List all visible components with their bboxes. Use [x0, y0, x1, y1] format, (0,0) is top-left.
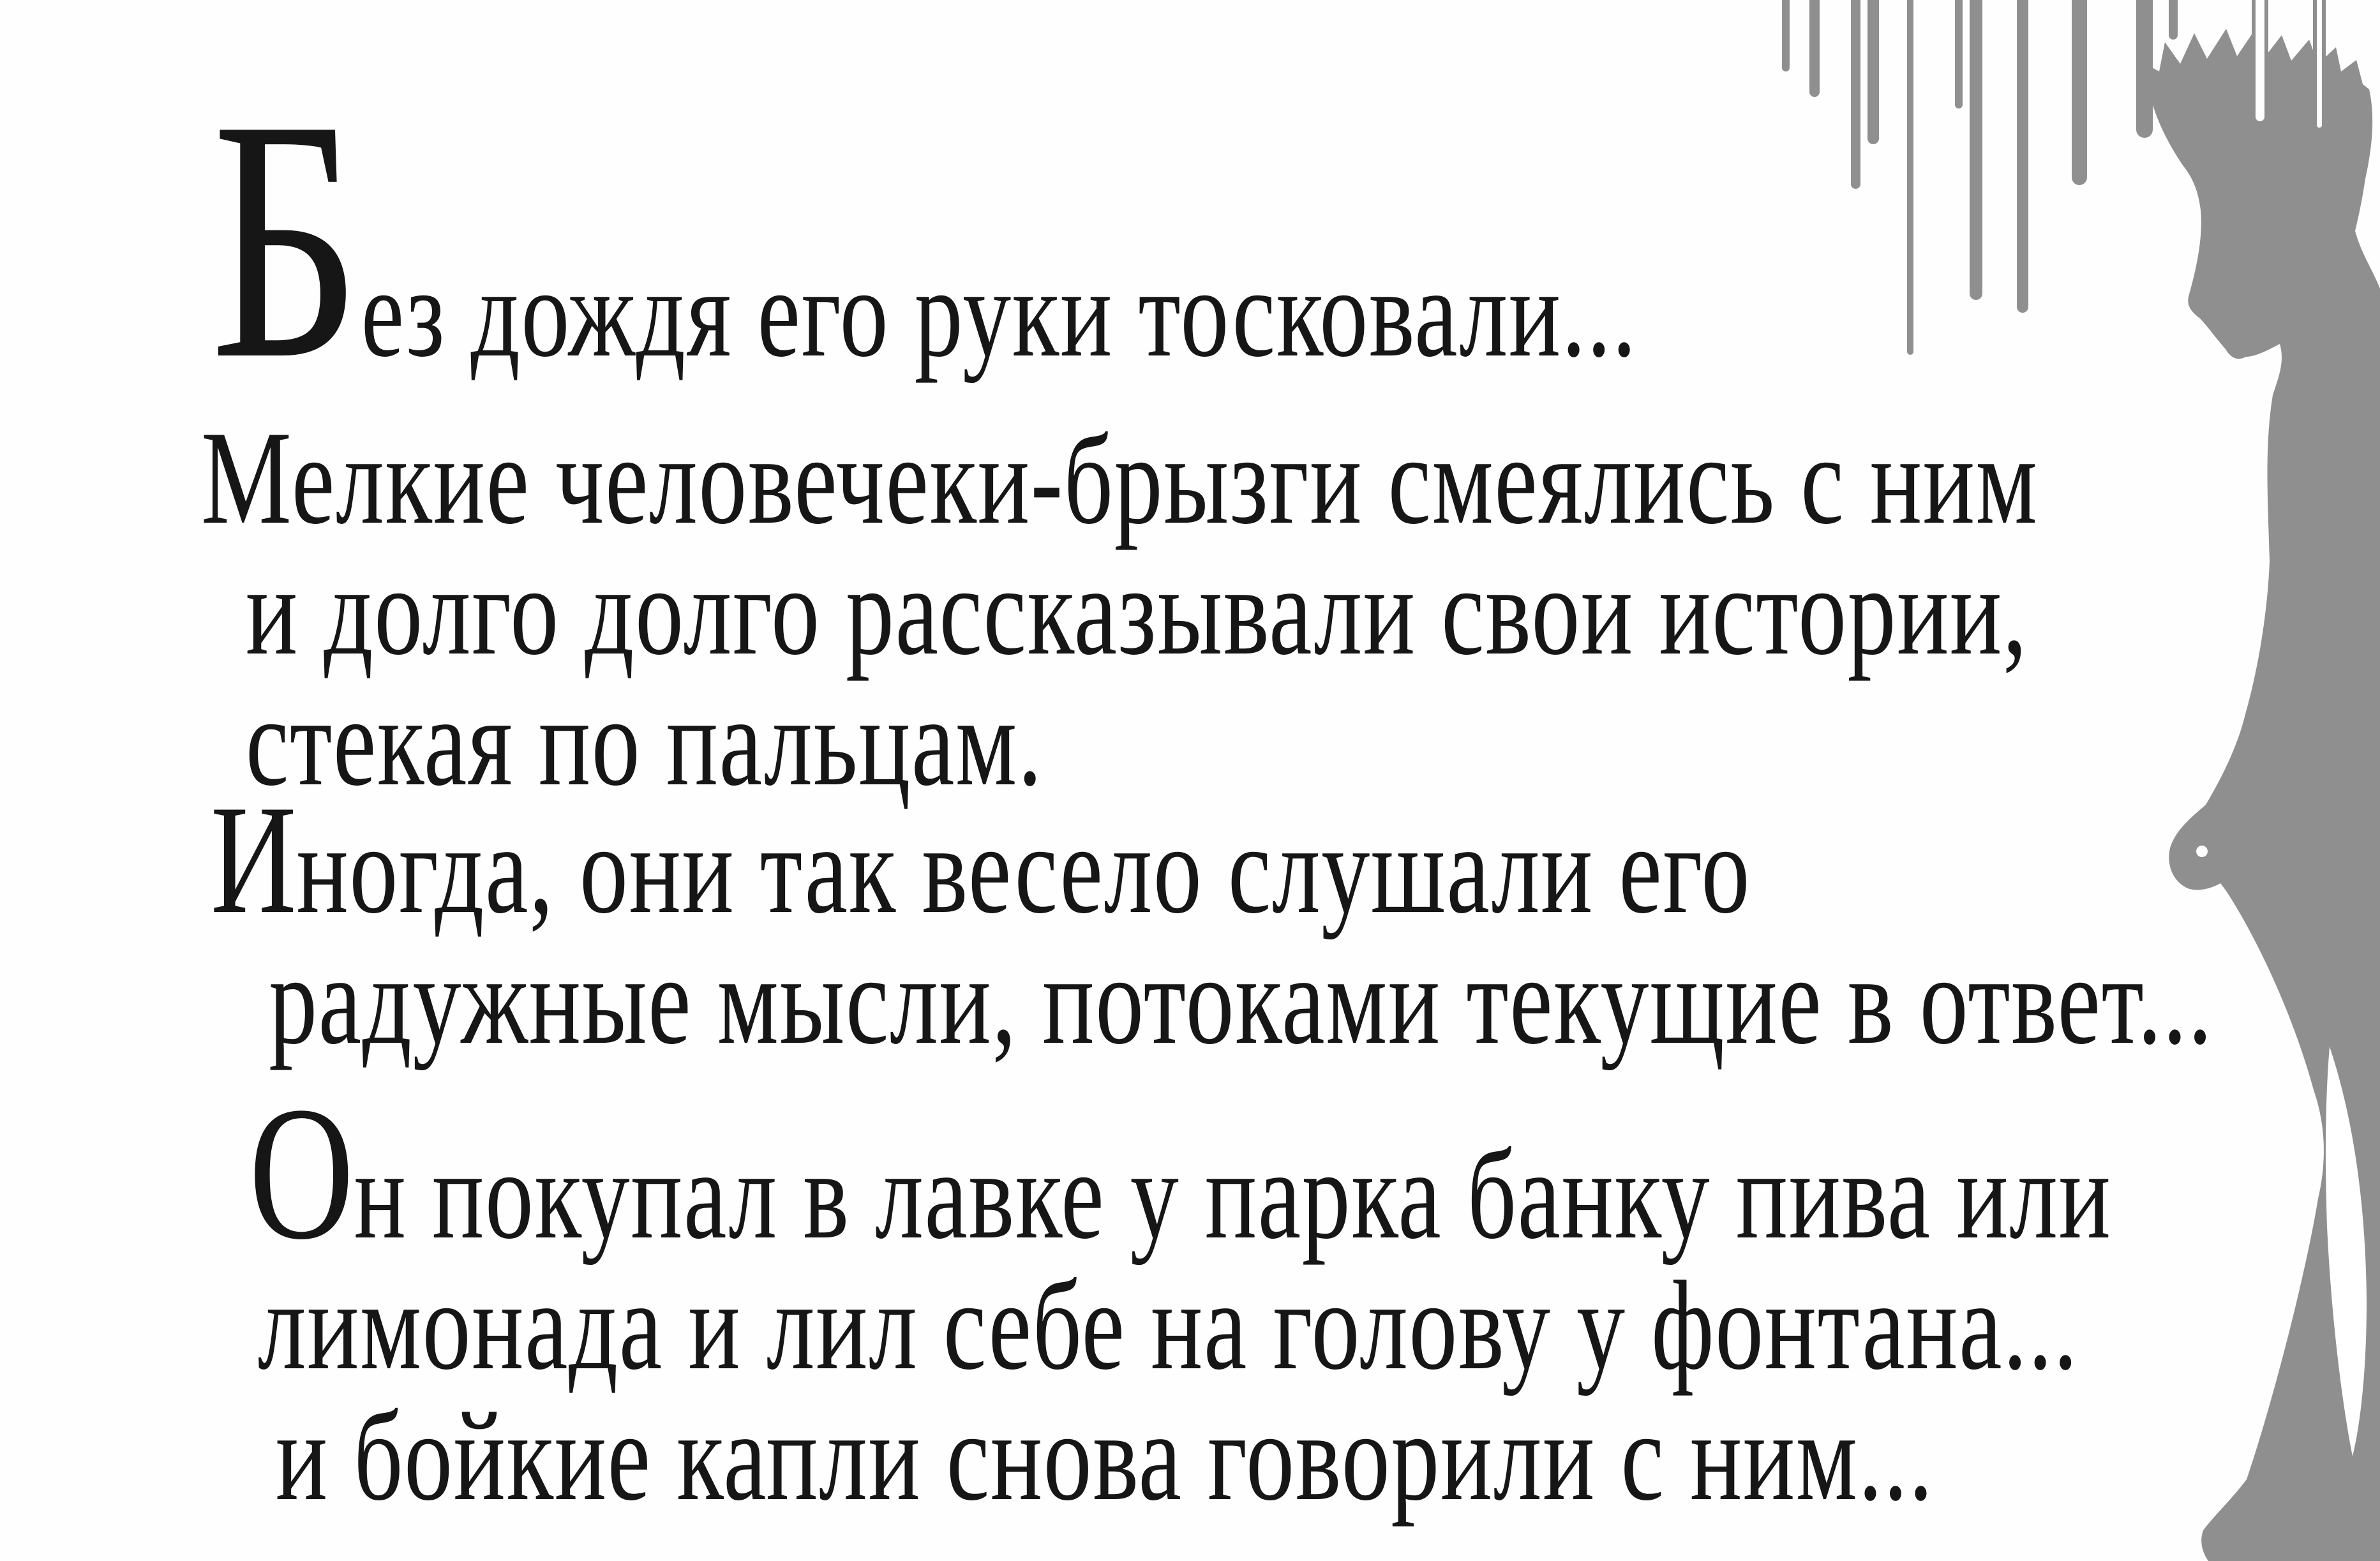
poem-line — [211, 930, 2213, 1071]
poem-line — [249, 1255, 2111, 1396]
poem-line-text: н покупал в лавке у парка банку пива или — [354, 1124, 2112, 1266]
poem-line — [201, 404, 2039, 552]
poem-line — [201, 541, 2038, 682]
paint-drip-outlined-icon — [2313, 0, 2326, 131]
paint-drip-icon — [1867, 0, 1879, 144]
poem-line — [211, 49, 1638, 430]
paint-drip-outlined-icon — [2252, 0, 2268, 125]
paint-drip-icon — [2017, 0, 2028, 313]
paint-drip-icon — [1809, 0, 1820, 97]
poem-line — [211, 773, 2213, 946]
poem-line-text: и бойкие капли снова говорили с ним... — [275, 1386, 1935, 1527]
dropcap-letter: Б — [211, 49, 361, 430]
paint-drip-icon — [2136, 0, 2153, 138]
dropcap-letter: О — [249, 1067, 354, 1279]
poem-line-text: стекая по пальцам. — [245, 671, 1044, 812]
paint-drip-icon — [1782, 0, 1790, 71]
poem-line-text: и долго долго рассказывали свои истории, — [245, 541, 2028, 682]
dropcap-letter: И — [211, 773, 297, 946]
poem-line-text: ез дождя его руки тосковали... — [361, 243, 1638, 384]
stanza-2 — [201, 404, 2039, 812]
poem-line-text: ногда, они так весело слушали его — [296, 799, 1751, 940]
poem-line — [249, 1067, 2112, 1279]
dropcap-letter: М — [201, 404, 292, 552]
poem-line-text: радужные мысли, потоками текущие в ответ... — [269, 930, 2213, 1071]
poem-line-text: елкие человечеки-брызги смеялись с ним — [291, 410, 2039, 551]
poem-line — [201, 671, 2038, 812]
poem-line — [249, 1386, 2111, 1527]
paint-drip-icon — [2072, 0, 2087, 185]
stanza-1 — [211, 49, 1638, 430]
poem-line-text: лимонада и лил себе на голову у фонтана... — [257, 1255, 2079, 1396]
paint-drip-icon — [1955, 0, 1963, 108]
paint-drip-icon — [2169, 0, 2178, 40]
paint-drip-icon — [1851, 0, 1860, 189]
paint-drip-icon — [1907, 0, 1913, 355]
paint-drip-icon — [1970, 0, 1982, 300]
stanza-4 — [249, 1067, 2112, 1527]
stanza-3 — [211, 773, 2213, 1071]
